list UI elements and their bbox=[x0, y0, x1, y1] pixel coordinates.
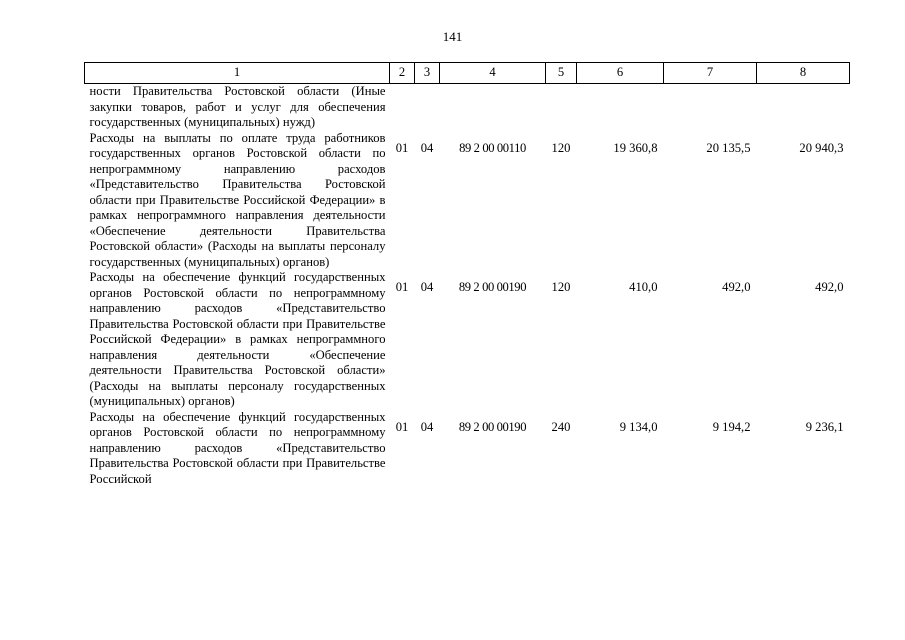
row-subsection: 04 bbox=[420, 419, 434, 434]
row-section: 01 bbox=[395, 419, 409, 434]
column-header: 5 bbox=[546, 63, 577, 84]
row-section bbox=[390, 84, 415, 131]
page-number: 141 bbox=[442, 29, 463, 44]
row-description: Расходы на обеспечение функций государственных органов Ростовской области по непрограммному направлению расходов «Представительство Правительства Ростовской области при Правительстве Российской Федерации» в рамках непрограммного направления деятельности «Обеспечение деятельности Правительства Ростовской области» (Расходы на выплаты персоналу государственных (муниципальных) органов) bbox=[89, 270, 386, 408]
row-amount-year1 bbox=[577, 84, 664, 131]
row-target-code: 89 2 00 00110 bbox=[459, 140, 526, 155]
row-amount-year1: 19 360,8 bbox=[613, 140, 658, 155]
column-header: 2 bbox=[390, 63, 415, 84]
column-header: 6 bbox=[577, 63, 664, 84]
column-header: 1 bbox=[85, 63, 390, 84]
row-amount-year1: 410,0 bbox=[629, 280, 658, 294]
row-description: Расходы на обеспечение функций государственных органов Ростовской области по непрограммному направлению расходов «Представительство Правительства Ростовской области при Правительстве Российской bbox=[89, 409, 386, 486]
row-section: 01 bbox=[395, 140, 409, 155]
column-header: 3 bbox=[415, 63, 440, 84]
row-amount-year2 bbox=[664, 84, 757, 131]
table-row bbox=[85, 84, 850, 131]
row-description: Расходы на выплаты по оплате труда работников государственных органов Ростовской области по непрограммному направлению расходов «Представительство Правительства Ростовской области при Правительстве Российской Федерации» в рамках непрограммного направления деятельности «Обеспечение деятельности Правительства Ростовской области» (Расходы на выплаты персоналу государственных (муниципальных) органов) bbox=[89, 130, 386, 269]
row-amount-year2: 9 194,2 bbox=[712, 419, 751, 434]
row-expense-type: 240 bbox=[551, 419, 571, 434]
row-target-code: 89 2 00 00190 bbox=[458, 280, 527, 294]
header-row bbox=[85, 63, 850, 84]
row-target-code: 89 2 00 00190 bbox=[458, 419, 527, 434]
row-expense-type: 120 bbox=[551, 280, 571, 294]
table-row bbox=[85, 410, 850, 488]
row-subsection: 04 bbox=[420, 140, 434, 155]
row-amount-year1: 9 134,0 bbox=[619, 419, 658, 434]
row-subsection bbox=[415, 84, 440, 131]
row-amount-year3: 492,0 bbox=[815, 280, 844, 294]
budget-table bbox=[84, 62, 850, 487]
row-amount-year2: 20 135,5 bbox=[706, 140, 751, 155]
column-header: 4 bbox=[440, 63, 546, 84]
table-row bbox=[85, 131, 850, 271]
row-subsection: 04 bbox=[420, 280, 434, 294]
row-amount-year2: 492,0 bbox=[722, 280, 751, 294]
row-target-code bbox=[440, 84, 546, 131]
table-row bbox=[85, 270, 850, 410]
row-amount-year3: 9 236,1 bbox=[805, 419, 844, 434]
row-amount-year3 bbox=[757, 84, 850, 131]
row-section: 01 bbox=[395, 280, 409, 294]
row-amount-year3: 20 940,3 bbox=[799, 140, 844, 155]
column-header: 8 bbox=[757, 63, 850, 84]
column-header: 7 bbox=[664, 63, 757, 84]
row-expense-type bbox=[546, 84, 577, 131]
row-expense-type: 120 bbox=[551, 140, 571, 155]
row-description: ности Правительства Ростовской области (Иные закупки товаров, работ и услуг для обеспечения государственных (муниципальных) нужд) bbox=[89, 84, 386, 129]
